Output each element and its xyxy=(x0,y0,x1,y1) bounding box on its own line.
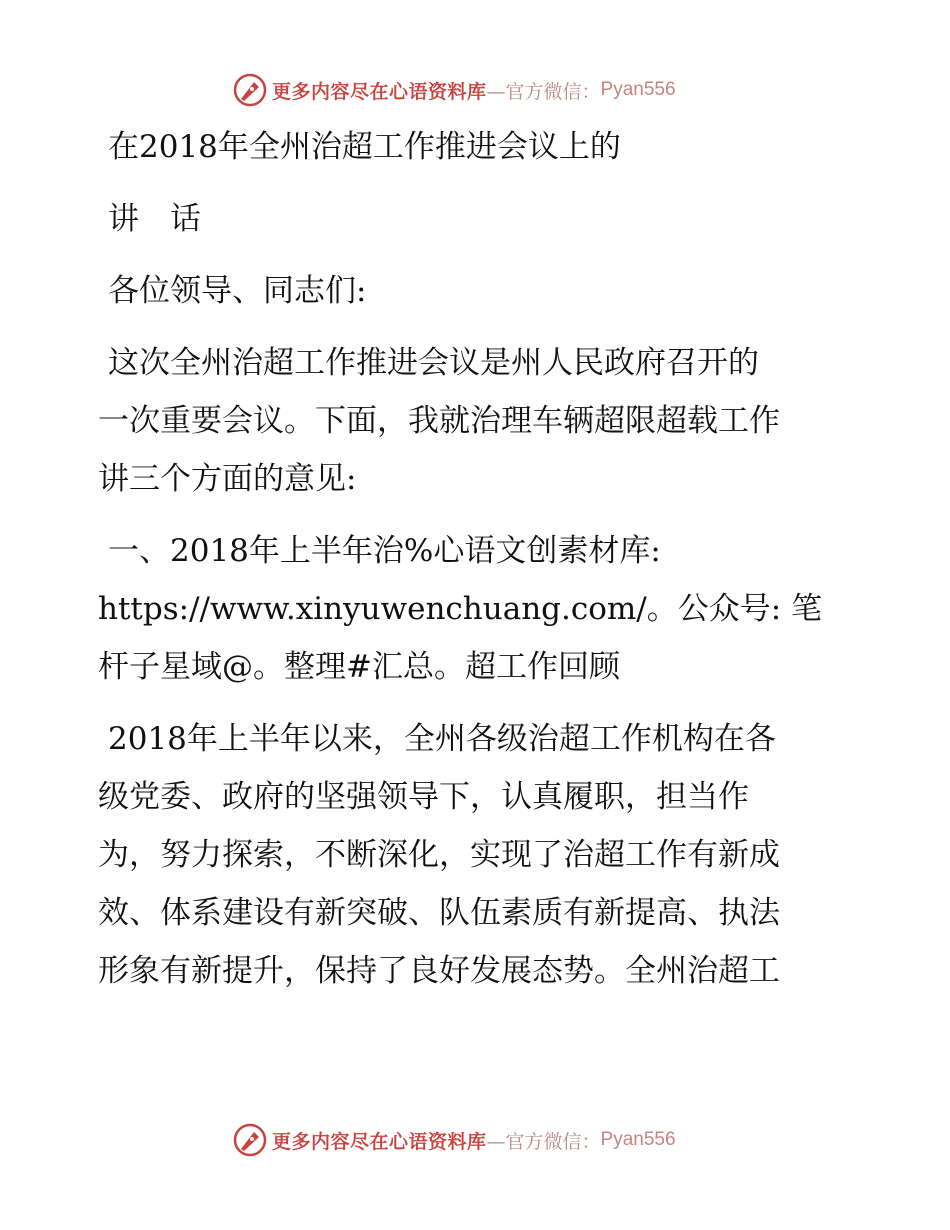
document-body xyxy=(98,118,858,1000)
paragraph-line: https://www.xinyuwenchuang.com/。公众号: 笔 xyxy=(98,591,823,627)
banner-dash-text: —官方微信： xyxy=(486,1130,601,1153)
pen-nib-logo-icon xyxy=(232,1122,268,1158)
paragraph-line: 为，努力探索，不断深化，实现了治超工作有新成 xyxy=(98,837,780,873)
paragraph-1 xyxy=(98,334,858,508)
title-line-1: 在2018年全州治超工作推进会议上的 xyxy=(108,129,621,165)
paragraph-line: 效、体系建设有新突破、队伍素质有新提高、执法 xyxy=(98,895,780,931)
banner-id-text: Pyan556 xyxy=(600,79,676,100)
paragraph-line: 级党委、政府的坚强领导下，认真履职，担当作 xyxy=(98,779,749,815)
title-line-2: 讲 话 xyxy=(108,201,201,237)
banner-main-text: 更多内容尽在心语资料库 xyxy=(272,1130,487,1153)
banner-main-text: 更多内容尽在心语资料库 xyxy=(272,80,487,103)
header-watermark-banner xyxy=(232,70,712,110)
section-heading-1 xyxy=(98,522,858,696)
pen-nib-logo-icon xyxy=(232,72,268,108)
banner-dash-text: —官方微信： xyxy=(486,80,601,103)
greeting: 各位领导、同志们: xyxy=(108,273,367,309)
paragraph-line: 一、2018年上半年治%心语文创素材库: xyxy=(108,533,661,569)
paragraph-line: 杆子星域@。整理#汇总。超工作回顾 xyxy=(98,649,620,685)
paragraph-line: 这次全州治超工作推进会议是州人民政府召开的 xyxy=(108,345,759,381)
paragraph-line: 2018年上半年以来，全州各级治超工作机构在各 xyxy=(108,721,776,757)
paragraph-line: 讲三个方面的意见: xyxy=(98,461,357,497)
paragraph-line: 形象有新提升，保持了良好发展态势。全州治超工 xyxy=(98,953,780,989)
footer-watermark-banner xyxy=(232,1120,712,1160)
banner-id-text: Pyan556 xyxy=(600,1129,676,1150)
paragraph-2 xyxy=(98,710,858,1000)
paragraph-line: 一次重要会议。下面，我就治理车辆超限超载工作 xyxy=(98,403,780,439)
